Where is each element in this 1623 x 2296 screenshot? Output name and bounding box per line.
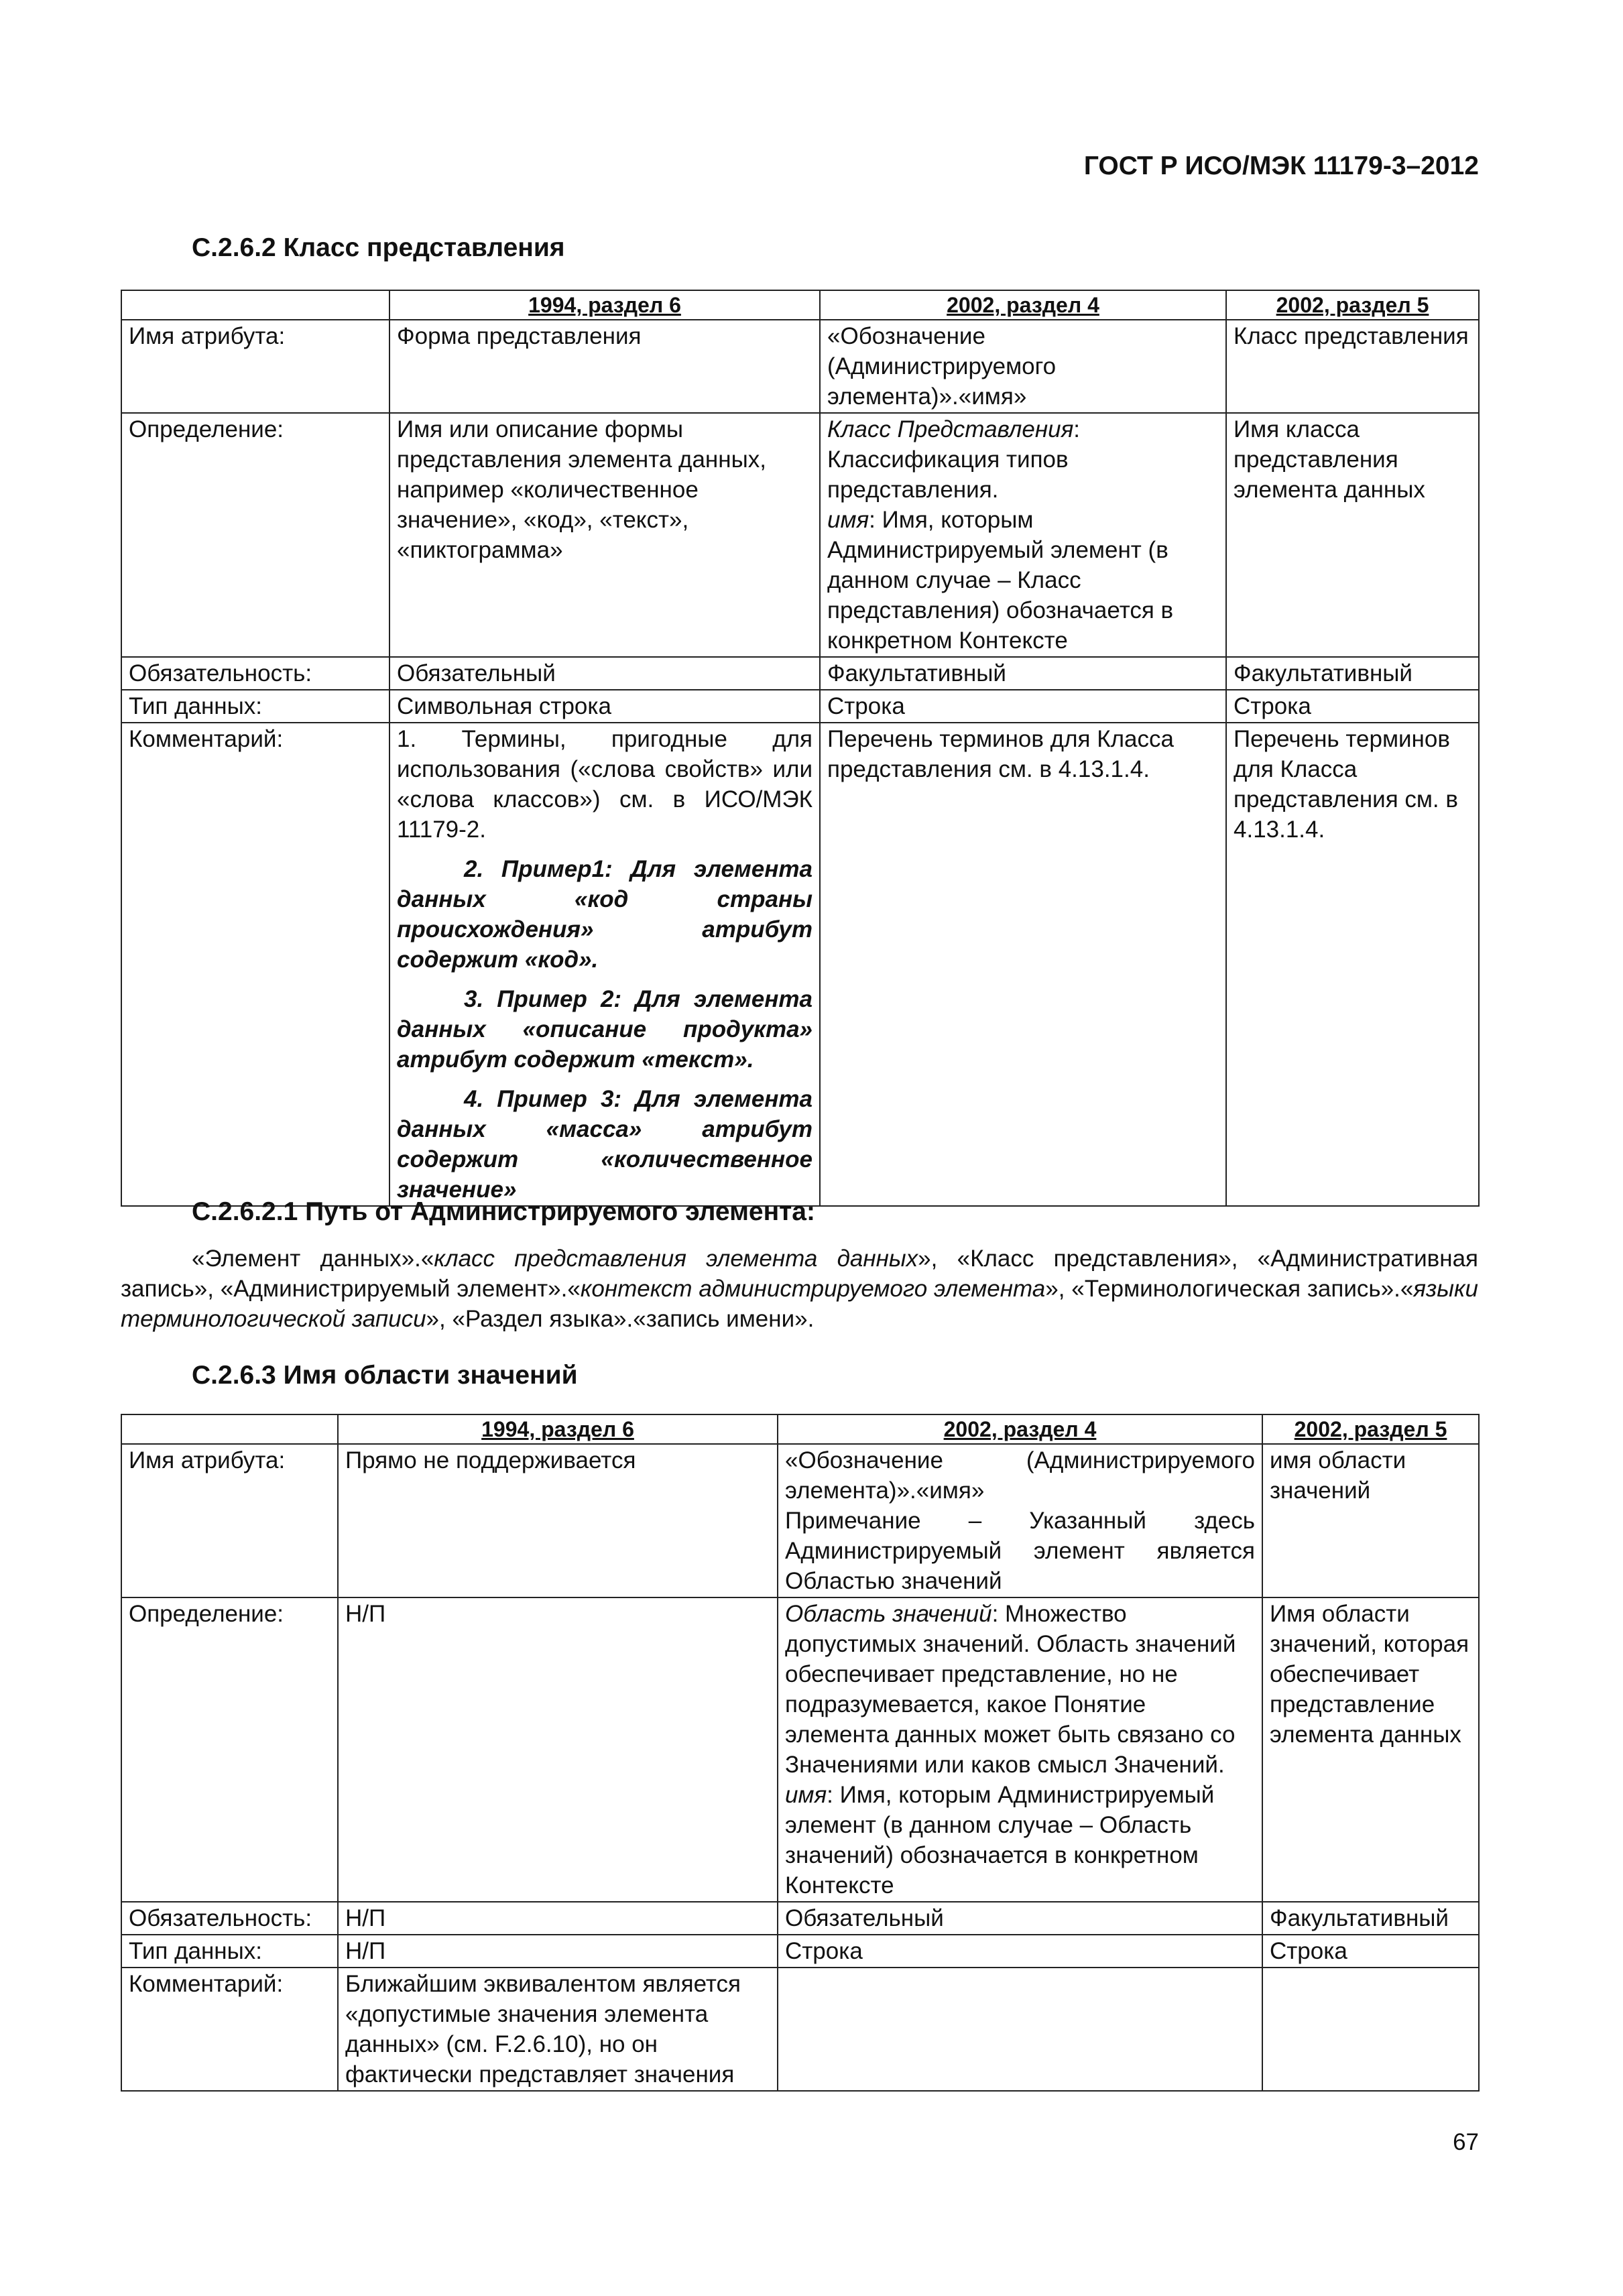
name-italic: имя	[827, 507, 869, 533]
value-domain-name-table	[121, 1414, 1480, 2092]
cell-2002-5: Имя области значений, которая обеспечивает представление элемента данных	[1262, 1597, 1479, 1902]
cell-1994: Н/П	[338, 1597, 778, 1902]
path-italic: языки терминологической записи	[121, 1276, 1478, 1332]
comment-item-3: 3. Пример 2: Для элемента данных «описание продукта» атрибут содержит «текст».	[397, 986, 813, 1073]
cell-2002-4	[778, 1968, 1262, 2091]
cell-2002-5: имя области значений	[1262, 1444, 1479, 1597]
row-label: Тип данных:	[121, 690, 389, 723]
cell-1994: Форма представления	[389, 320, 820, 413]
column-header-1994: 1994, раздел 6	[389, 290, 820, 320]
section-heading-value-domain-name: С.2.6.3 Имя области значений	[192, 1361, 578, 1390]
cell-2002-5: Строка	[1226, 690, 1479, 723]
table-row-data-type	[121, 1935, 1479, 1968]
document-header: ГОСТ Р ИСО/МЭК 11179-3–2012	[1083, 152, 1479, 180]
column-header-2002-4: 2002, раздел 4	[778, 1414, 1262, 1444]
cell-2002-5: Факультативный	[1226, 657, 1479, 690]
row-label: Имя атрибута:	[121, 320, 389, 413]
cell-2002-5: Класс представления	[1226, 320, 1479, 413]
table-row-data-type	[121, 690, 1479, 723]
table-row-attribute-name	[121, 320, 1479, 413]
name-definition: : Имя, которым Администрируемый элемент (в данном случае – Класс представления) обозначается в конкретном Контексте	[827, 507, 1174, 654]
page-number: 67	[1453, 2129, 1479, 2155]
term-italic: Область значений	[785, 1601, 992, 1627]
section-heading-representation-class: С.2.6.2 Класс представления	[192, 233, 565, 262]
column-header-2002-5: 2002, раздел 5	[1262, 1414, 1479, 1444]
cell-1994: Обязательный	[389, 657, 820, 690]
column-header-2002-5: 2002, раздел 5	[1226, 290, 1479, 320]
row-label: Обязательность:	[121, 657, 389, 690]
cell-2002-4: Факультативный	[820, 657, 1226, 690]
designation: «Обозначение (Администрируемого элемента)».«имя»	[785, 1447, 1255, 1504]
table-row-comment	[121, 723, 1479, 1206]
path-italic: контекст администрируемого элемента	[580, 1276, 1046, 1302]
column-header-2002-4: 2002, раздел 4	[820, 290, 1226, 320]
cell-1994: Имя или описание формы представления элемента данных, например «количественное значение», «код», «текст», «пиктограмма»	[389, 413, 820, 657]
name-definition: : Имя, которым Администрируемый элемент (в данном случае – Область значений) обозначается в конкретном Контексте	[785, 1782, 1215, 1898]
row-label: Комментарий:	[121, 1968, 338, 2091]
table-row-obligation	[121, 657, 1479, 690]
cell-2002-4	[820, 413, 1226, 657]
row-label: Комментарий:	[121, 723, 389, 1206]
cell-2002-4	[778, 1597, 1262, 1902]
path-text: », «Класс представления», «Административная запись», «Администрируемый элемент».«	[121, 1246, 1478, 1302]
path-paragraph	[121, 1244, 1478, 1334]
term-italic: Класс Представления	[827, 416, 1074, 442]
table-header-row	[121, 290, 1479, 320]
note: Примечание – Указанный здесь Администрируемый элемент является Областью значений	[785, 1508, 1255, 1594]
representation-class-table	[121, 290, 1480, 1207]
cell-2002-4: Строка	[778, 1935, 1262, 1968]
cell-2002-4: «Обозначение (Администрируемого элемента)».«имя»	[820, 320, 1226, 413]
cell-2002-4: Строка	[820, 690, 1226, 723]
cell-1994: Прямо не поддерживается	[338, 1444, 778, 1597]
term-definition: : Классификация типов представления.	[827, 416, 1080, 503]
table-row-definition	[121, 413, 1479, 657]
cell-1994: Н/П	[338, 1935, 778, 1968]
cell-2002-4: Обязательный	[778, 1902, 1262, 1935]
row-label: Обязательность:	[121, 1902, 338, 1935]
cell-2002-5: Перечень терминов для Класса представления см. в 4.13.1.4.	[1226, 723, 1479, 1206]
comment-item-2: 2. Пример1: Для элемента данных «код страны происхождения» атрибут содержит «код».	[397, 856, 813, 973]
table-row-comment	[121, 1968, 1479, 2091]
table-row-attribute-name	[121, 1444, 1479, 1597]
subsection-heading-path: С.2.6.2.1 Путь от Администрируемого элемента:	[192, 1197, 815, 1226]
row-label: Тип данных:	[121, 1935, 338, 1968]
name-italic: имя	[785, 1782, 827, 1808]
cell-2002-5: Строка	[1262, 1935, 1479, 1968]
cell-1994	[389, 723, 820, 1206]
row-label: Определение:	[121, 413, 389, 657]
column-header-1994: 1994, раздел 6	[338, 1414, 778, 1444]
path-italic: класс представления элемента данных	[434, 1246, 918, 1272]
cell-1994: Ближайшим эквивалентом является «допустимые значения элемента данных» (см. F.2.6.10), но он фактически представляет значения	[338, 1968, 778, 2091]
cell-1994: Н/П	[338, 1902, 778, 1935]
comment-item-4: 4. Пример 3: Для элемента данных «масса» атрибут содержит «количественное значение»	[397, 1086, 813, 1203]
term-definition: : Множество допустимых значений. Область значений обеспечивает представление, но не подразумевается, какое Понятие элемента данных может быть связано со Значениями или каков смысл Значений.	[785, 1601, 1236, 1778]
table-header-row	[121, 1414, 1479, 1444]
cell-2002-4	[778, 1444, 1262, 1597]
row-label: Имя атрибута:	[121, 1444, 338, 1597]
row-label: Определение:	[121, 1597, 338, 1902]
path-text: «Элемент данных».«	[192, 1246, 434, 1272]
path-text: », «Терминологическая запись».«	[1045, 1276, 1414, 1302]
table-row-definition	[121, 1597, 1479, 1902]
table-row-obligation	[121, 1902, 1479, 1935]
cell-1994: Символьная строка	[389, 690, 820, 723]
cell-2002-5	[1262, 1968, 1479, 2091]
cell-2002-4: Перечень терминов для Класса представления см. в 4.13.1.4.	[820, 723, 1226, 1206]
column-header-empty	[121, 1414, 338, 1444]
path-text: », «Раздел языка».«запись имени».	[426, 1306, 815, 1332]
cell-2002-5: Факультативный	[1262, 1902, 1479, 1935]
comment-item-1: 1. Термины, пригодные для использования («слова свойств» или «слова классов») см. в ИСО/МЭК 11179-2.	[397, 726, 813, 843]
column-header-empty	[121, 290, 389, 320]
cell-2002-5: Имя класса представления элемента данных	[1226, 413, 1479, 657]
